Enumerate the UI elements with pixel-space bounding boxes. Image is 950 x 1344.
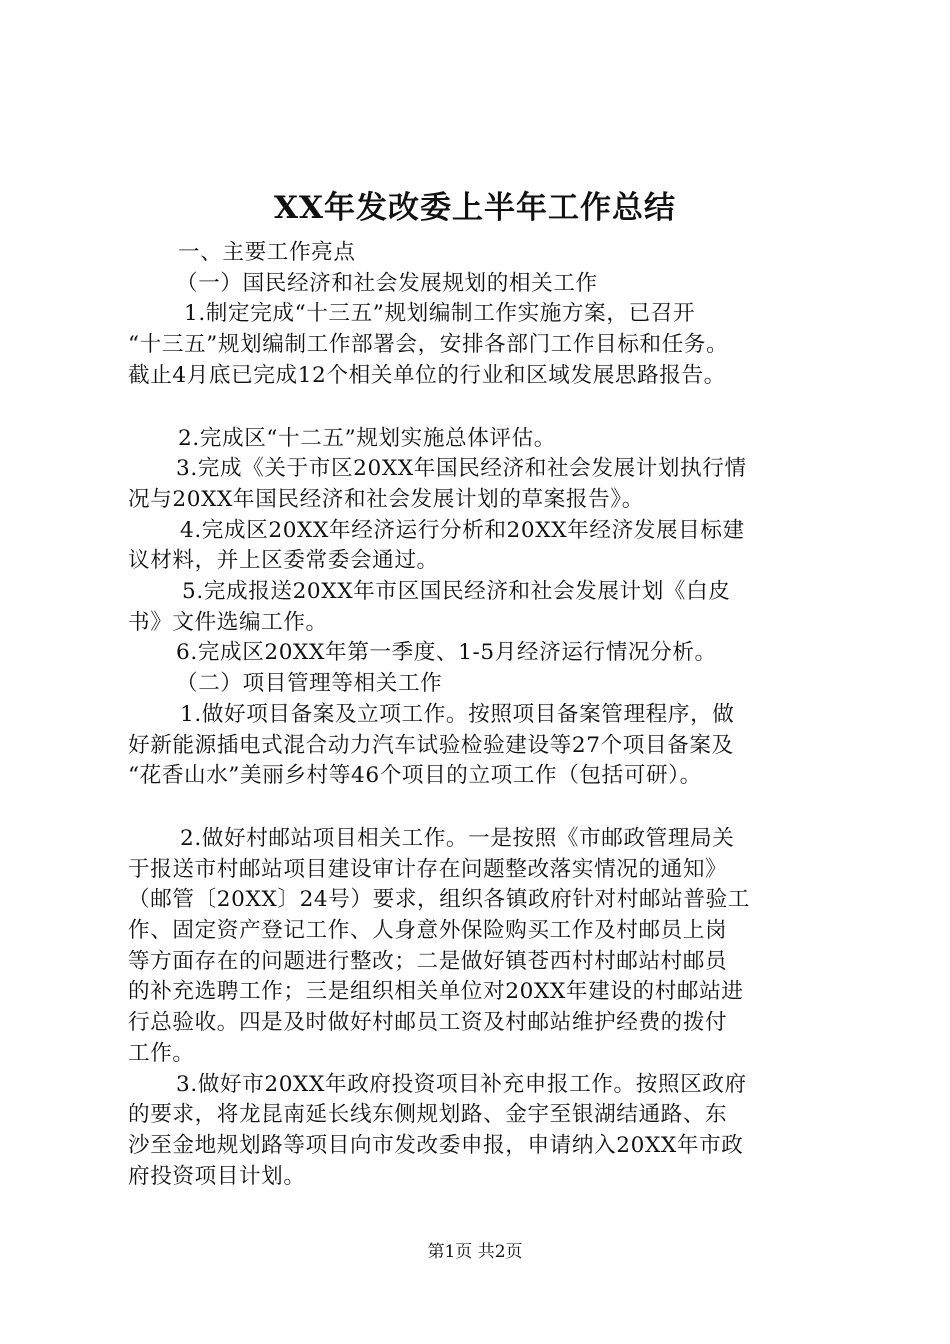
paragraph-line: 3.完成《关于市区20XX年国民经济和社会发展计划执行情 — [176, 456, 747, 482]
paragraph-line: 沙至金地规划路等项目向市发改委申报，申请纳入20XX年市政 — [128, 1132, 744, 1158]
paragraph-line: 1.制定完成“十三五”规划编制工作实施方案，已召开 — [184, 301, 696, 327]
paragraph-gap — [128, 792, 840, 824]
paragraph-line: 府投资项目计划。 — [128, 1163, 306, 1189]
paragraph-line: 好新能源插电式混合动力汽车试验检验建设等27个项目备案及 — [128, 732, 734, 758]
paragraph-line: （邮管〔20XX〕24号）要求，组织各镇政府针对村邮站普验工 — [128, 887, 750, 913]
paragraph-line: 书》文件选编工作。 — [128, 609, 328, 635]
paragraph-line: 截止4月底已完成12个相关单位的行业和区域发展思路报告。 — [128, 362, 726, 388]
paragraph-gap — [128, 392, 840, 424]
paragraph-line: 的补充选聘工作；三是组织相关单位对20XX年建设的村邮站进 — [128, 979, 744, 1005]
paragraph-line: 工作。 — [128, 1040, 195, 1066]
paragraph-line: 1.做好项目备案及立项工作。按照项目备案管理程序，做 — [180, 701, 735, 727]
paragraph-line: 行总验收。四是及时做好村邮员工资及村邮站维护经费的拨付 — [128, 1010, 728, 1036]
paragraph-line: “花香山水”美丽乡村等46个项目的立项工作（包括可研）。 — [128, 763, 702, 789]
paragraph-line: 况与20XX年国民经济和社会发展计划的草案报告》。 — [128, 486, 644, 512]
paragraph-line: 3.做好市20XX年政府投资项目补充申报工作。按照区政府 — [176, 1071, 747, 1097]
document-title: XX年发改委上半年工作总结 — [273, 190, 677, 226]
paragraph-line: 2.完成区“十二五”规划实施总体评估。 — [178, 425, 556, 451]
paragraph-line: 的要求，将龙昆南延长线东侧规划路、金宇至银湖结通路、东 — [128, 1102, 728, 1128]
page-number-footer: 第1页 共2页 — [427, 1242, 523, 1262]
paragraph-line: 6.完成区20XX年第一季度、1-5月经济运行情况分析。 — [176, 640, 717, 666]
paragraph-line: 2.做好村邮站项目相关工作。一是按照《市邮政管理局关 — [180, 825, 735, 851]
document-body — [128, 238, 840, 1192]
subsection-heading: （一）国民经济和社会发展规划的相关工作 — [176, 270, 598, 296]
paragraph-line: 5.完成报送20XX年市区国民经济和社会发展计划《白皮 — [182, 579, 731, 605]
section-heading: 一、主要工作亮点 — [178, 240, 356, 265]
paragraph-line: 议材料，并上区委常委会通过。 — [128, 548, 439, 574]
paragraph-line: 4.完成区20XX年经济运行分析和20XX年经济发展目标建 — [180, 517, 745, 543]
paragraph-line: 作、固定资产登记工作、人身意外保险购买工作及村邮员上岗 — [128, 918, 728, 944]
paragraph-line: 于报送市村邮站项目建设审计存在问题整改落实情况的通知》 — [128, 856, 728, 882]
subsection-heading: （二）项目管理等相关工作 — [176, 671, 443, 697]
paragraph-line: “十三五”规划编制工作部署会，安排各部门工作目标和任务。 — [128, 332, 729, 358]
paragraph-line: 等方面存在的问题进行整改；二是做好镇苍西村村邮站村邮员 — [128, 948, 728, 974]
